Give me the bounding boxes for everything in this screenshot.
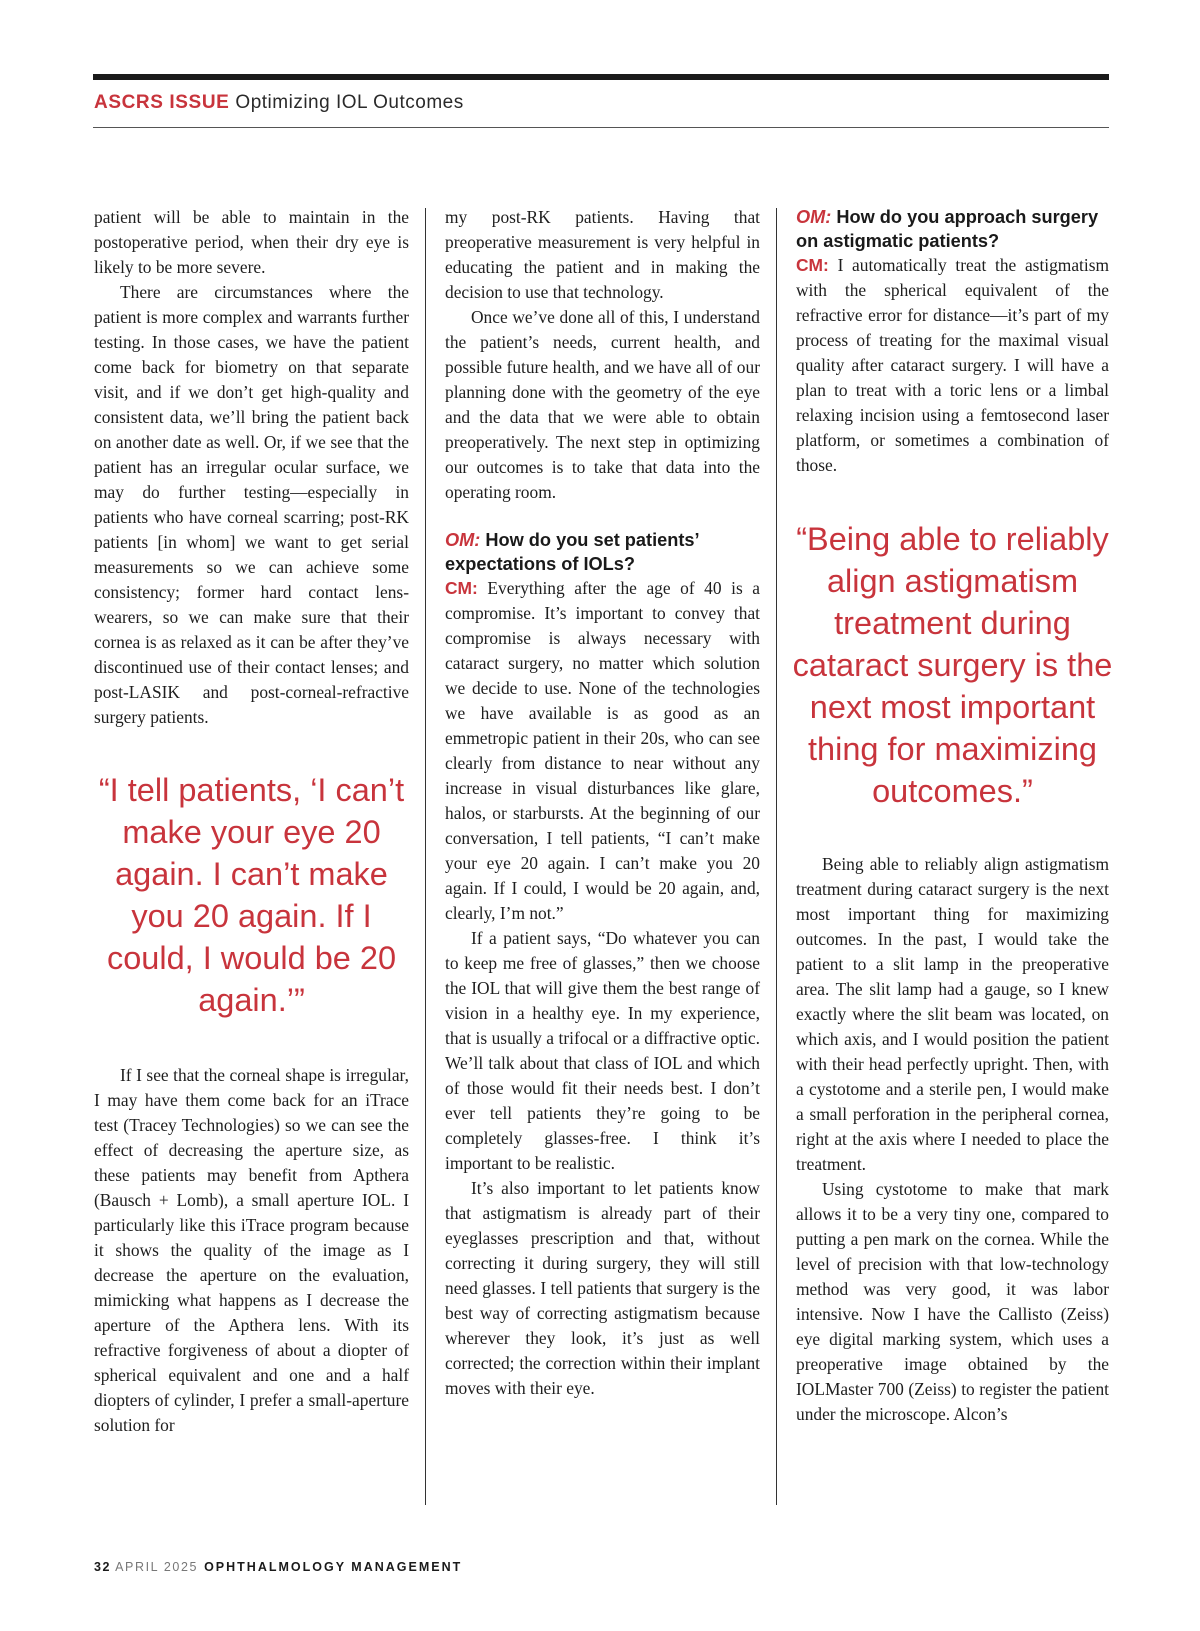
interview-question bbox=[796, 205, 1109, 253]
column-divider bbox=[425, 208, 426, 1505]
answer-paragraph bbox=[445, 576, 760, 926]
paragraph: Once we’ve done all of this, I understand the patient’s needs, current health, and possible future health, and we have all of our planning done with the geometry of the eye and the data that we were able to obtain preoperatively. The next step in optimizing our outcomes is to take that data into the operating room. bbox=[445, 307, 760, 502]
paragraph: Being able to reliably align astigmatism treatment during cataract surgery is the next most important thing for maximizing outcomes. In the past, I would take the patient to a slit lamp in the preoperative area. The slit lamp had a gauge, so I knew exactly where the slit beam was located, on which axis, and I would position the patient with their head perfectly upright. Then, with a cystotome and a sterile pen, I would make a small perforation in the peripheral cornea, right at the axis where I needed to place the treatment. bbox=[796, 854, 1109, 1174]
paragraph: It’s also important to let patients know that astigmatism is already part of their eyeglasses prescription and that, without correcting it during surgery, they will still need glasses. I tell patients that surgery is the best way of correcting astigmatism because wherever they look, it’s just as well corrected; the correction within their implant moves with their eye. bbox=[445, 1178, 760, 1398]
question-label: OM: bbox=[445, 530, 481, 550]
publication-name: OPHTHALMOLOGY MANAGEMENT bbox=[204, 1560, 463, 1574]
top-rule bbox=[93, 74, 1109, 80]
article-column-3 bbox=[792, 205, 1113, 1427]
header-rule bbox=[93, 127, 1109, 128]
paragraph: my post-RK patients. Having that preoperative measurement is very helpful in educating the patient and in making the decision to use that technology. bbox=[445, 207, 760, 302]
running-header bbox=[94, 92, 464, 114]
answer-text: I automatically treat the astigmatism with the spherical equivalent of the refractive error for distance—it’s part of my process of treating for the maximal visual quality after cataract surgery. I will have a plan to treat with a toric lens or a limbal relaxing incision using a femtosecond laser platform, or sometimes a combination of those. bbox=[796, 255, 1110, 475]
article-column-1 bbox=[94, 205, 409, 1438]
article-column-2 bbox=[445, 205, 760, 1401]
interview-question bbox=[445, 528, 760, 576]
issue-date: APRIL 2025 bbox=[115, 1560, 199, 1574]
paragraph: Using cystotome to make that mark allows it to be a very tiny one, compared to putting a pen mark on the cornea. While the level of precision with that low-technology method was very good, it was labor intensive. Now I have the Callisto (Zeiss) eye digital marking system, which uses a preoperative image obtained by the IOLMaster 700 (Zeiss) to register the patient under the microscope. Alcon’s bbox=[796, 1179, 1109, 1424]
paragraph: If a patient says, “Do whatever you can to keep me free of glasses,” then we choose the IOL that will give them the best range of vision in a healthy eye. In my experience, that is usually a trifocal or a diffractive optic. We’ll talk about that class of IOL and which of those would fit their needs best. I don’t ever tell patients they’re going to be completely glasses-free. I think it’s important to be realistic. bbox=[445, 928, 760, 1173]
answer-label: CM: bbox=[445, 578, 478, 598]
pull-quote: “I tell patients, ‘I can’t make your eye 20 again. I can’t make you 20 again. If I could, I would be 20 again.’” bbox=[98, 772, 405, 1018]
pull-quote: “Being able to reliably align astigmatism treatment during cataract surgery is the next most important thing for maximizing outcomes.” bbox=[792, 521, 1113, 809]
page-number: 32 bbox=[94, 1560, 112, 1574]
question-text: How do you approach surgery on astigmatic patients? bbox=[796, 207, 1099, 251]
question-text: How do you set patients’ expectations of IOLs? bbox=[445, 530, 699, 574]
answer-paragraph bbox=[796, 253, 1109, 478]
answer-text: Everything after the age of 40 is a compromise. It’s important to convey that compromise is always necessary with cataract surgery, no matter which solution we decide to use. None of the technologies we have available is as good as an emmetropic patient in their 20s, who can see clearly from distance to near without any increase in visual disturbances like glare, halos, or starbursts. At the beginning of our conversation, I tell patients, “I can’t make your eye 20 again. I can’t make you 20 again. If I could, I would be 20 again, and, clearly, I’m not.” bbox=[445, 578, 760, 923]
header-topic: Optimizing IOL Outcomes bbox=[235, 92, 464, 113]
answer-label: CM: bbox=[796, 255, 829, 275]
question-label: OM: bbox=[796, 207, 832, 227]
paragraph: If I see that the corneal shape is irregular, I may have them come back for an iTrace test (Tracey Technologies) so we can see the effect of decreasing the aperture size, as these patients may benefit from Apthera (Bausch + Lomb), a small aperture IOL. I particularly like this iTrace program because it shows the quality of the image as I decrease the aperture on the evaluation, mimicking what happens as I decrease the aperture of the Apthera lens. With its refractive forgiveness of about a diopter of spherical equivalent and one and a half diopters of cylinder, I prefer a small-aperture solution for bbox=[94, 1065, 409, 1435]
section-label: ASCRS ISSUE bbox=[94, 92, 230, 113]
paragraph: patient will be able to maintain in the postoperative period, when their dry eye is likely to be more severe. bbox=[94, 207, 409, 277]
column-divider bbox=[776, 208, 777, 1505]
paragraph: There are circumstances where the patient is more complex and warrants further testing. In those cases, we have the patient come back for biometry on that separate visit, and if we don’t get high-quality and consistent data, we’ll bring the patient back on another date as well. Or, if we see that the patient has an irregular ocular surface, we may do further testing—especially in patients who have corneal scarring; post-RK patients [in whom] we want to get serial measurements so we can achieve some consistency; former hard contact lens-wearers, so we can make sure that their cornea is as relaxed as it can be after they’ve discontinued use of their contact lenses; and post-LASIK and post-corneal-refractive surgery patients. bbox=[94, 282, 409, 727]
page-footer bbox=[94, 1560, 462, 1574]
